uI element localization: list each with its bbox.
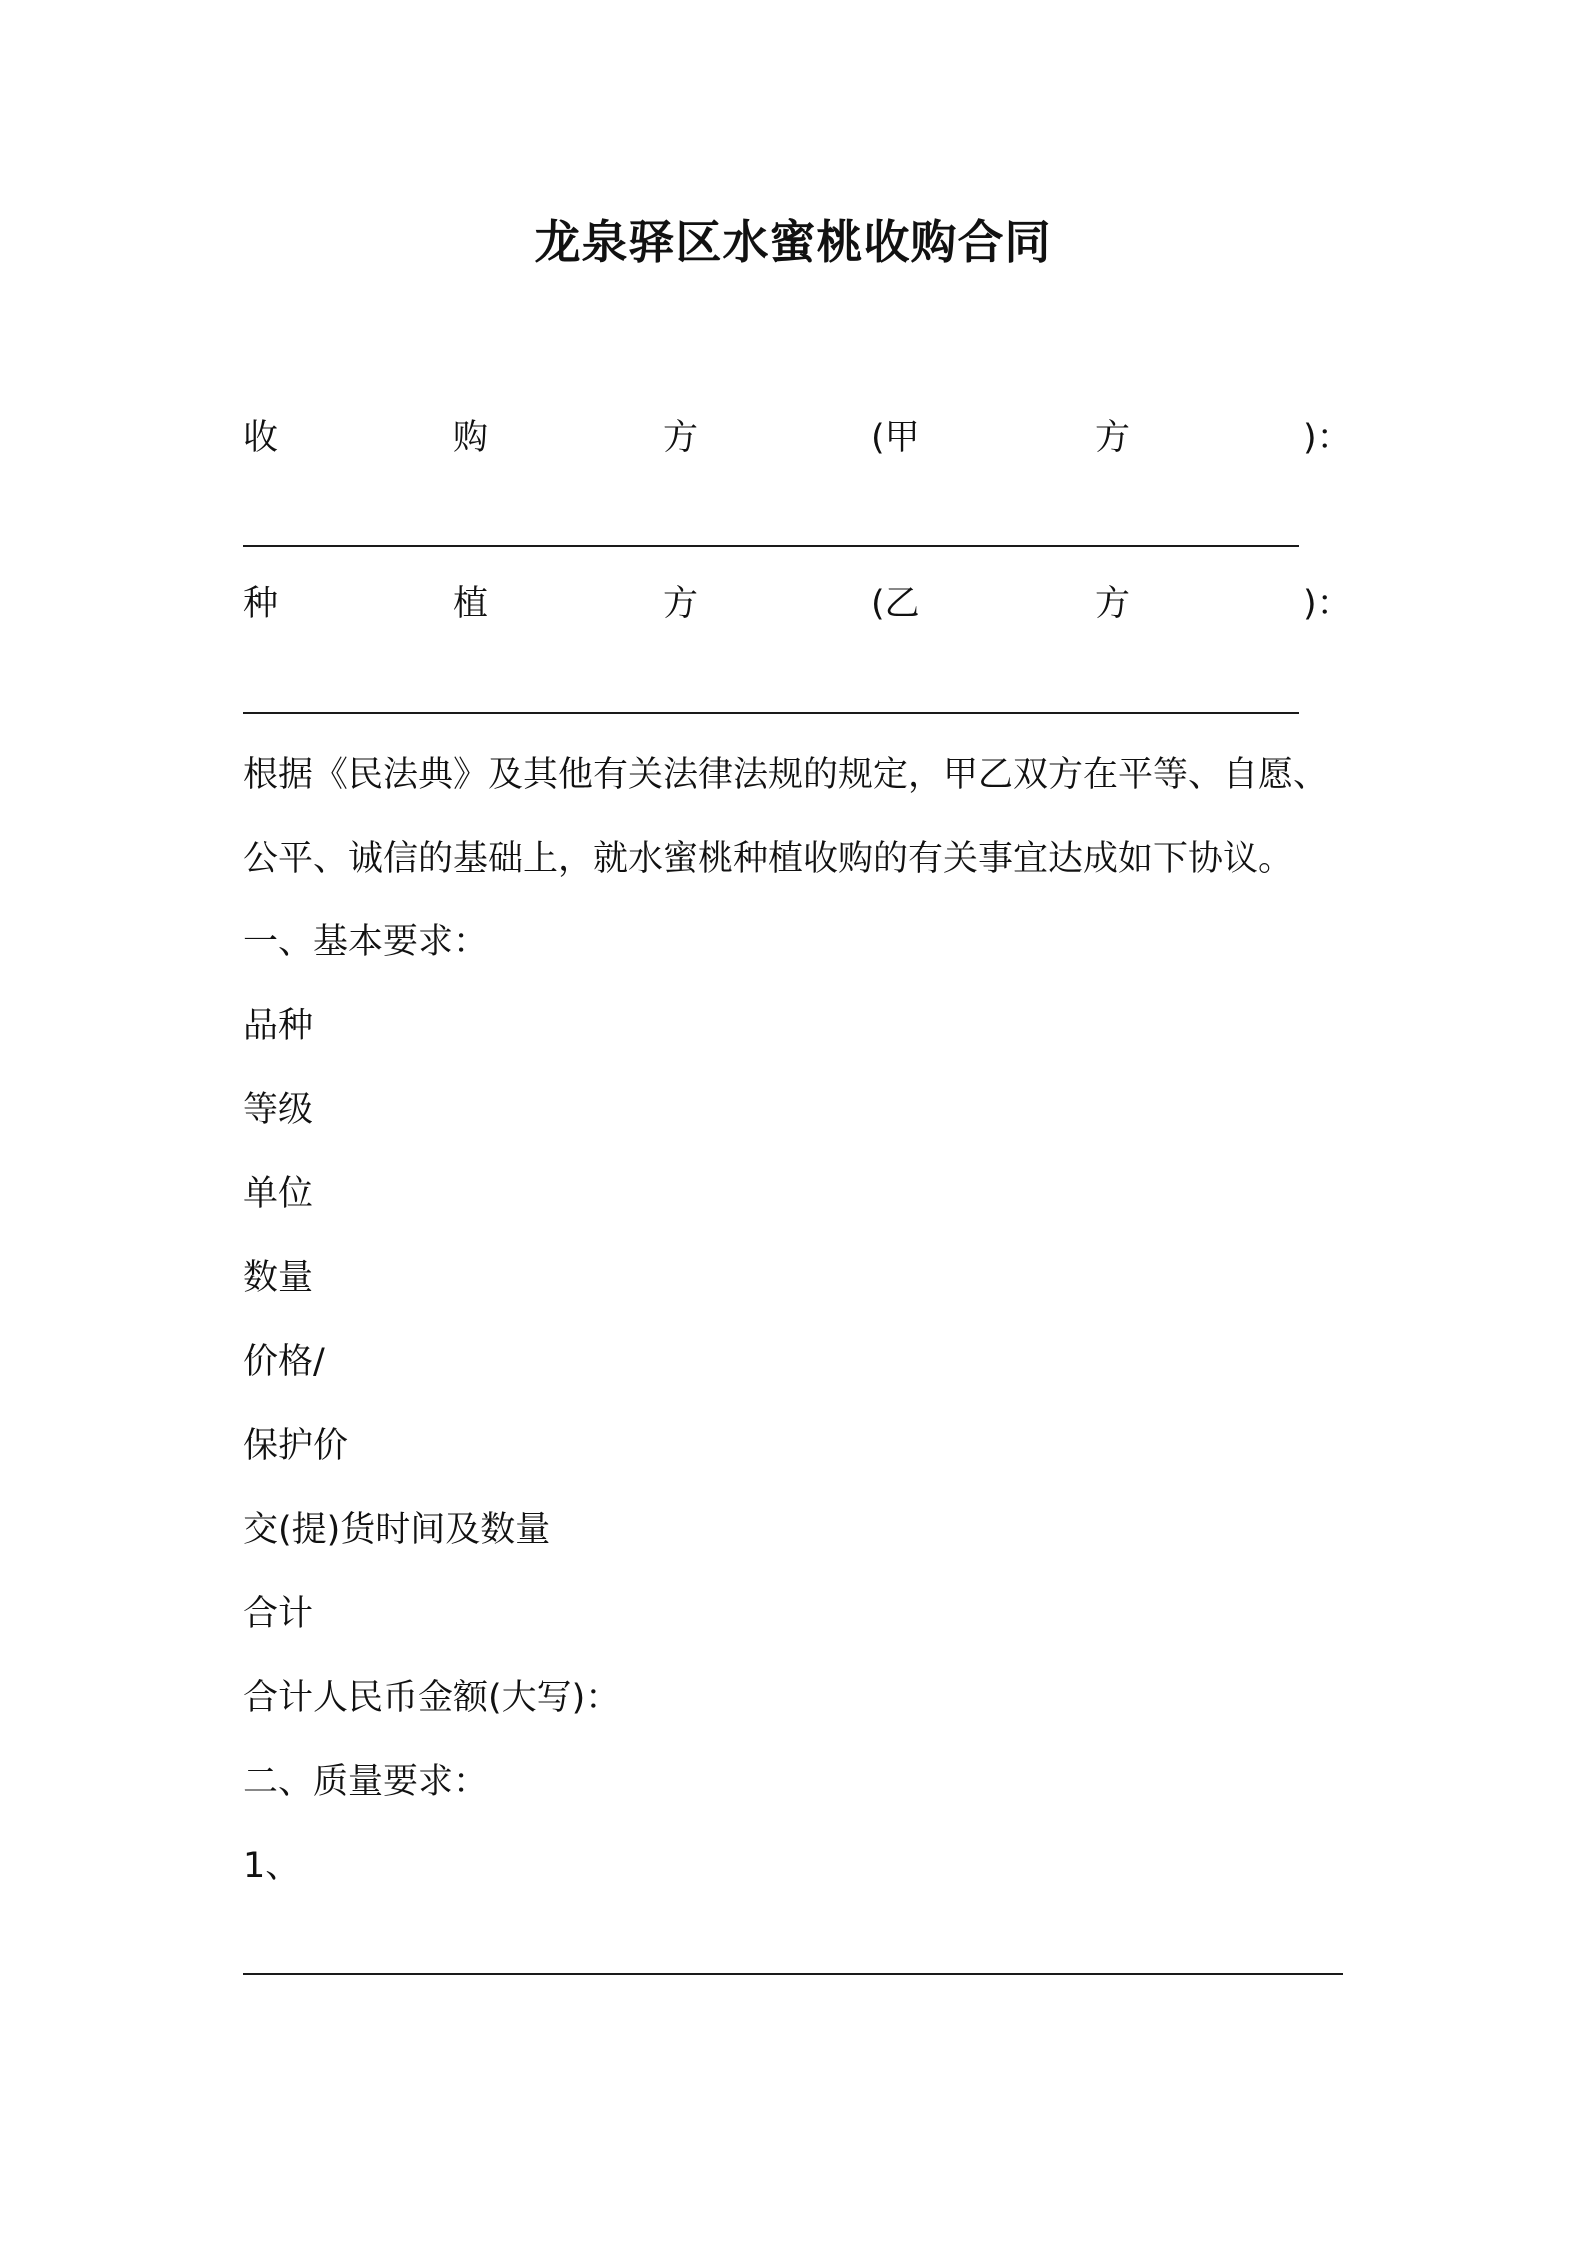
party-b-char-1: 种 [243,584,279,624]
party-a-char-5: 方 [1095,418,1131,458]
requirement-item-protection-price: 保护价 [243,1426,349,1466]
party-a-label [243,410,1352,466]
preamble-line-2: 公平、诚信的基础上，就水蜜桃种植收购的有关事宜达成如下协议。 [243,839,1294,879]
requirement-item-delivery: 交(提)货时间及数量 [243,1510,551,1550]
requirement-item-grade: 等级 [243,1090,314,1130]
quality-item-1-fill-line [243,1973,1343,1975]
party-b-fill-line [243,712,1299,714]
requirement-item-total: 合计 [243,1594,314,1634]
section-1-heading: 一、基本要求： [243,922,489,962]
party-a-char-1: 收 [243,418,279,458]
requirement-item-unit: 单位 [243,1174,314,1214]
quality-item-1: 1、 [243,1846,301,1886]
requirement-item-quantity: 数量 [243,1258,314,1298]
party-a-char-3: 方 [663,418,699,458]
requirement-item-price: 价格/ [243,1342,325,1382]
preamble-line-1: 根据《民法典》及其他有关法律法规的规定，甲乙双方在平等、自愿、 [243,755,1329,795]
party-b-label [243,576,1352,632]
requirement-item-variety: 品种 [243,1006,314,1046]
party-b-char-3: 方 [663,584,699,624]
requirement-item-total-rmb: 合计人民币金额(大写)： [243,1678,621,1718]
party-a-char-6: )： [1303,418,1352,458]
party-b-char-2: 植 [453,584,489,624]
party-b-char-5: 方 [1095,584,1131,624]
party-a-char-4: (甲 [871,418,920,458]
party-a-char-2: 购 [453,418,489,458]
party-b-char-6: )： [1303,584,1352,624]
section-2-heading: 二、质量要求： [243,1762,489,1802]
document-title: 龙泉驿区水蜜桃收购合同 [534,215,1052,269]
party-a-fill-line [243,545,1299,547]
party-b-char-4: (乙 [871,584,920,624]
